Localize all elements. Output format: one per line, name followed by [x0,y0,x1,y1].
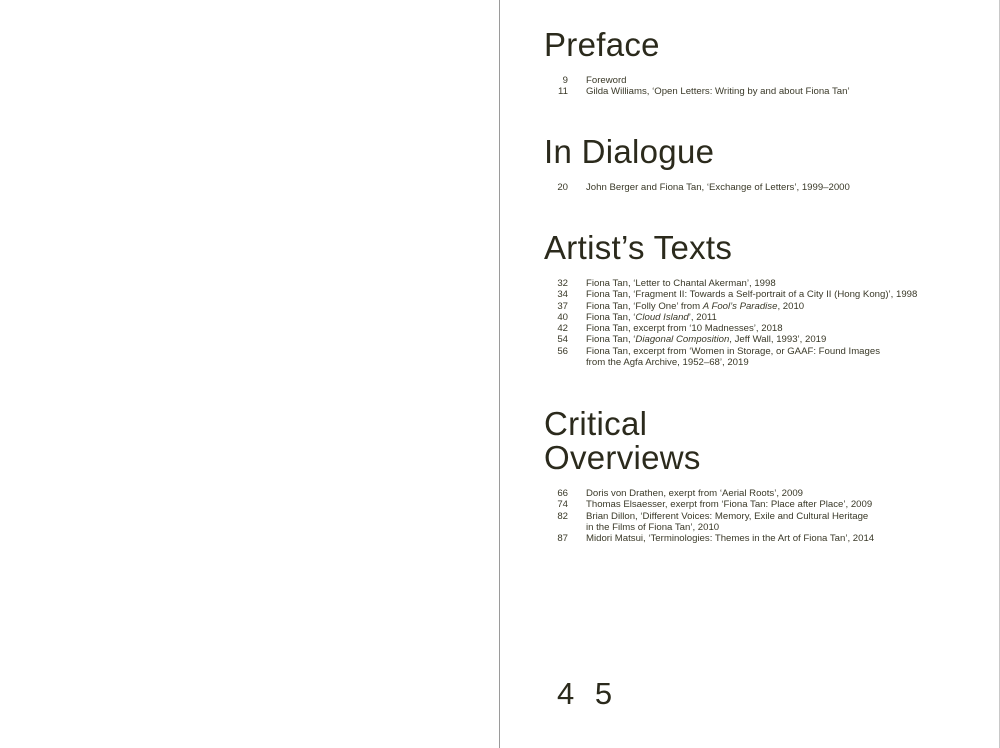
entry-title: Gilda Williams, ‘Open Letters: Writing by and about Fiona Tan’ [586,86,850,98]
toc-entry[interactable] [544,289,984,300]
section-heading: Artist’s Texts [544,229,733,266]
toc-entry[interactable] [544,86,984,97]
page-number: 37 [557,300,568,312]
entry-title-part: Fiona Tan, ‘Folly One’ from [586,300,703,312]
page-number: 42 [557,323,568,335]
entry-title-part: ’, 2011 [688,311,717,323]
page-number: 9 [562,75,568,86]
entry-title: Doris von Drathen, exerpt from ‘Aerial Roots’, 2009 [586,488,804,499]
entry-title [586,312,984,323]
toc-entry[interactable] [544,182,984,193]
folio-right-number: 5 [594,676,613,711]
page-number: 56 [557,345,568,357]
entry-title-line-1: Fiona Tan, excerpt from ‘Women in Storage, or GAAF: Found Images [586,345,880,357]
contents-page [500,0,999,748]
toc-entry[interactable] [544,334,984,345]
page-number: 32 [557,278,568,289]
toc-entry[interactable] [544,499,984,510]
page-number: 82 [557,510,568,522]
entry-title [586,334,984,345]
entry-title [586,301,984,312]
entry-title-part: Fiona Tan, ‘ [586,334,636,346]
page-number: 40 [557,311,568,323]
work-title-italic: Cloud Island [635,311,689,323]
page-number: 20 [557,182,568,193]
page-number: 54 [557,334,568,346]
entry-title: John Berger and Fiona Tan, ‘Exchange of Letters’, 1999–2000 [586,182,850,193]
work-title-italic: Diagonal Composition [635,334,730,346]
toc-entry[interactable] [544,278,984,289]
section-critical-overviews [544,405,984,545]
entry-title: Midori Matsui, ‘Terminologies: Themes in the Art of Fiona Tan’, 2014 [586,533,875,545]
page-number: 11 [558,86,568,98]
entry-title: Thomas Elsaesser, exerpt from ‘Fiona Tan: Place after Place’, 2009 [586,499,873,511]
toc-entry[interactable] [544,346,984,369]
page-folio [557,676,612,712]
entry-list [544,75,984,98]
toc-entry[interactable] [544,301,984,312]
left-page-blank [0,0,499,748]
toc-entry[interactable] [544,312,984,323]
section-preface [544,26,984,98]
section-heading: In Dialogue [544,133,715,170]
folio-left-number: 4 [557,676,575,711]
toc-entry[interactable] [544,323,984,334]
entry-list [544,488,984,544]
section-heading-line-1: Critical [544,405,648,442]
toc-entry[interactable] [544,75,984,86]
entry-list [544,182,984,193]
section-artists-texts [544,229,984,369]
page-number: 34 [557,289,568,301]
entry-title: Foreword [586,75,627,86]
section-heading: Preface [544,26,660,63]
entry-title: Fiona Tan, excerpt from ‘10 Madnesses’, 2018 [586,323,783,335]
section-heading-line-2: Overviews [544,439,701,476]
page-number: 66 [557,488,568,499]
entry-title-line-2: from the Agfa Archive, 1952–68’, 2019 [586,357,749,369]
toc-entry[interactable] [544,488,984,499]
section-in-dialogue [544,133,984,193]
entry-title: Fiona Tan, ‘Fragment II: Towards a Self-portrait of a City II (Hong Kong)’, 1998 [586,289,918,301]
entry-title-line-1: Brian Dillon, ‘Different Voices: Memory, Exile and Cultural Heritage [586,510,869,522]
page-number: 74 [557,499,568,511]
work-title-italic: A Fool’s Paradise [702,300,778,312]
entry-title-part: , Jeff Wall, 1993’, 2019 [729,334,827,346]
entry-title-part: , 2010 [777,300,805,312]
entry-list [544,278,984,368]
page-number: 87 [557,533,568,545]
entry-title-line-2: in the Films of Fiona Tan’, 2010 [586,521,720,533]
entry-title: Fiona Tan, ‘Letter to Chantal Akerman’, 1998 [586,278,776,289]
toc-entry[interactable] [544,533,984,544]
toc-entry[interactable] [544,511,984,534]
section-heading [544,407,984,475]
entry-title-part: Fiona Tan, ‘ [586,311,636,323]
